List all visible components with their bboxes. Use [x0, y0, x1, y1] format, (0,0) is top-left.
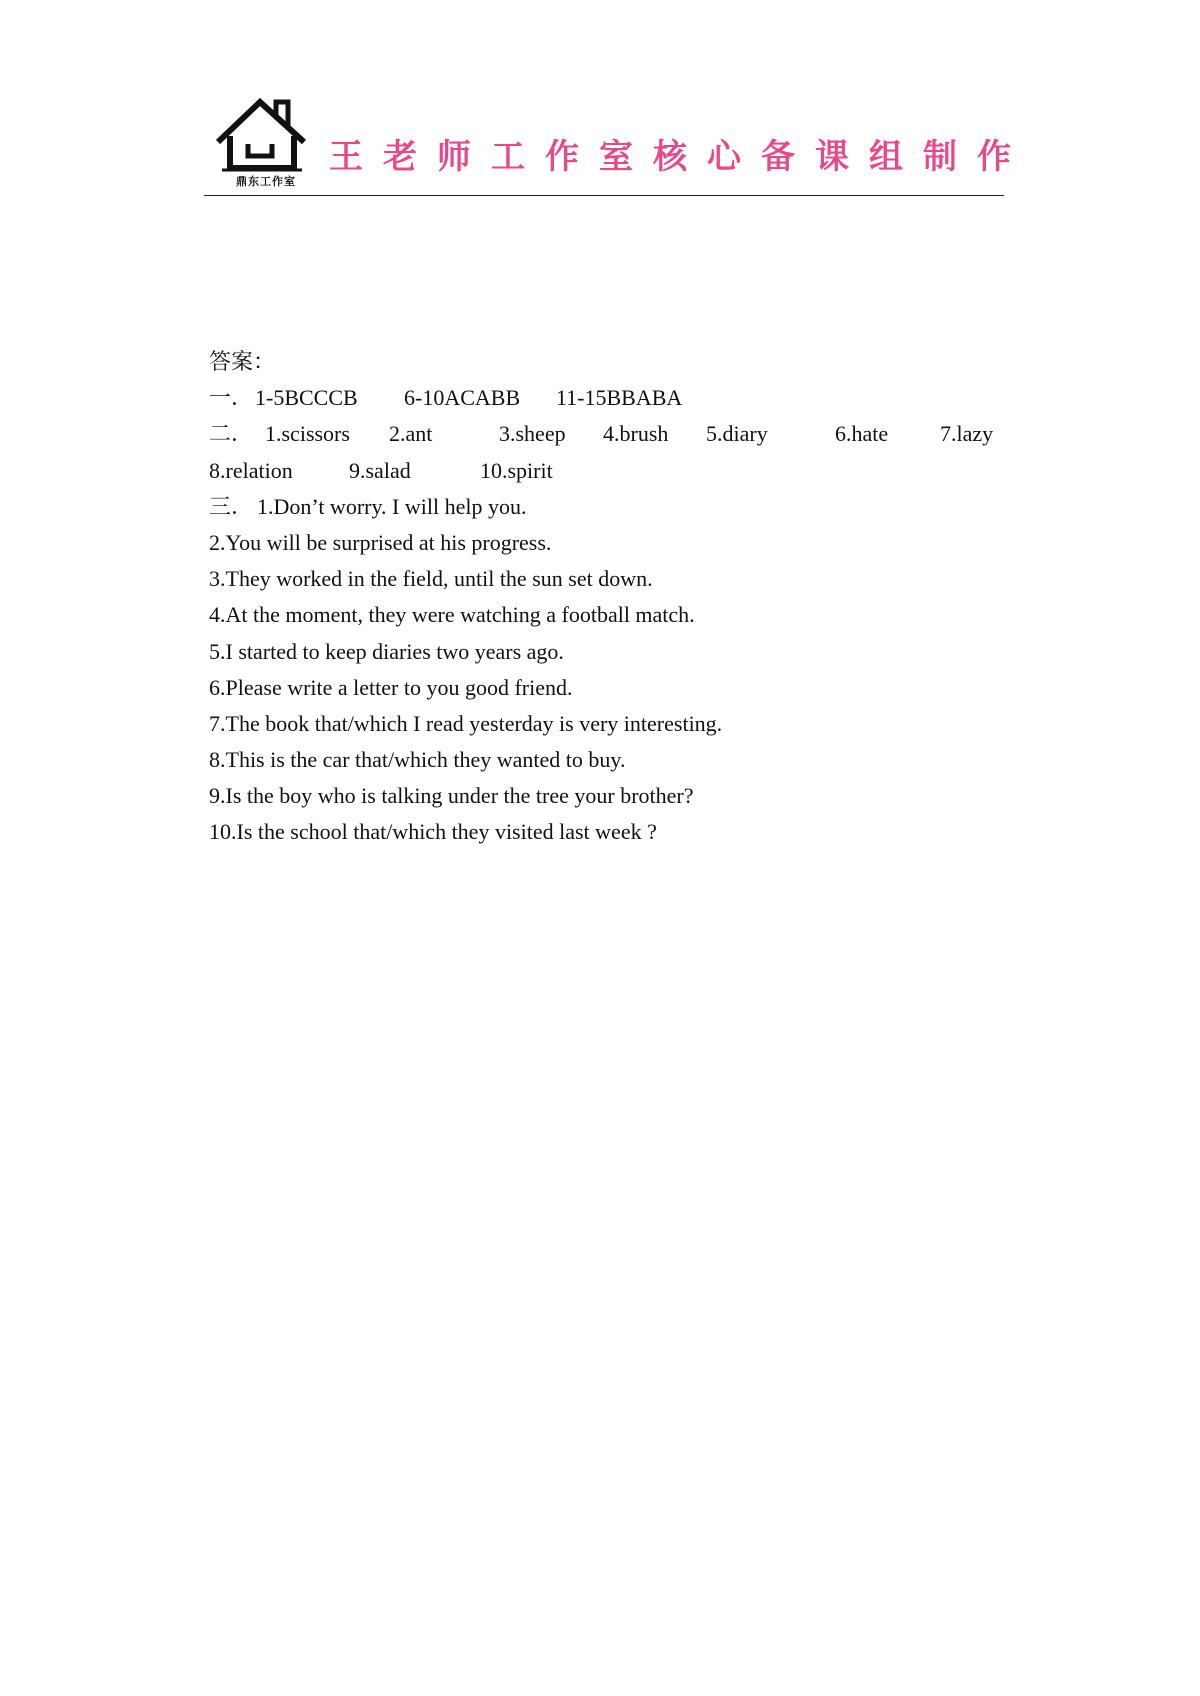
answer-key	[209, 344, 1009, 851]
answer-sentence: 10.Is the school that/which they visited last week ?	[209, 819, 657, 845]
header-divider	[204, 195, 1004, 196]
answer-group: 6-10ACABB	[404, 385, 521, 411]
answer-sentence: 8.This is the car that/which they wanted to buy.	[209, 747, 626, 773]
answer-word: 3.sheep	[499, 421, 566, 447]
answer-word: 10.spirit	[480, 457, 553, 483]
logo-caption: 鼎东工作室	[236, 175, 296, 188]
answer-word: 7.lazy	[940, 421, 994, 447]
section-1-answers	[209, 380, 1009, 416]
section-3-label: 三．	[209, 493, 254, 519]
page-header	[204, 96, 1031, 196]
section-2-label: 二．	[209, 421, 254, 447]
banner-title: 王老师工作室核心备课组制作	[329, 137, 1031, 177]
section-2-answers-row-2	[209, 453, 1009, 489]
answer-group: 11-15BBABA	[556, 385, 683, 411]
answer-title: 答案：	[209, 349, 276, 374]
section-3-answer	[209, 489, 1009, 525]
answer-sentence: 4.At the moment, they were watching a football match.	[209, 602, 695, 628]
answer-word: 4.brush	[603, 421, 669, 447]
answer-word: 5.diary	[706, 421, 768, 447]
answer-word: 1.scissors	[265, 421, 350, 447]
answer-sentence: 5.I started to keep diaries two years ago.	[209, 638, 564, 664]
studio-logo	[214, 96, 314, 188]
answer-sentence: 1.Don’t worry. I will help you.	[257, 493, 527, 519]
answer-sentence: 3.They worked in the field, until the sun set down.	[209, 566, 653, 592]
answer-word: 6.hate	[835, 421, 889, 447]
answer-sentence: 6.Please write a letter to you good friend.	[209, 674, 573, 700]
house-icon	[214, 96, 314, 176]
answer-sentence: 7.The book that/which I read yesterday is very interesting.	[209, 710, 723, 736]
answer-sentence: 9.Is the boy who is talking under the tree your brother?	[209, 783, 694, 809]
answer-word: 8.relation	[209, 457, 293, 483]
section-1-label: 一．	[209, 385, 254, 411]
answer-word: 9.salad	[349, 457, 411, 483]
section-2-answers-row-1	[209, 416, 1009, 452]
answer-group: 1-5BCCCB	[255, 385, 358, 411]
answer-word: 2.ant	[389, 421, 433, 447]
answer-sentence: 2.You will be surprised at his progress.	[209, 529, 552, 555]
